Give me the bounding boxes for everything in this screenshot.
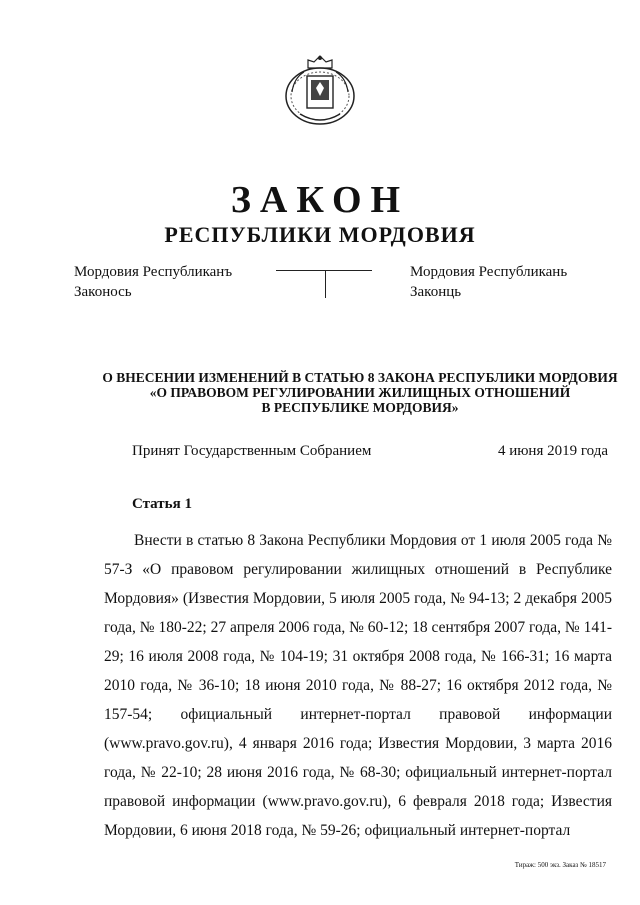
law-heading-line3: В РЕСПУБЛИКЕ МОРДОВИЯ»: [261, 400, 459, 415]
moksha-title-line1: Мордовия Республиканъ: [74, 264, 233, 280]
article-body: Внести в статью 8 Закона Республики Мордовия от 1 июля 2005 года № 57-З «О правовом регулировании жилищных отношений в Республике Мордовия» (Известия Мордовии, 5 июля 2005 года, № 94-13; 2 декабря 2005 года, № 180-22; 27 апреля 2006 года, № 60-12; 18 сентября 2007 года, № 141-29; 16 июля 2008 года, № 104-19; 31 октября 2008 года, № 166-31; 16 марта 2010 года, № 36-10; 18 июня 2010 года, № 88-27; 16 октября 2012 года, № 157-54; официальный интернет-портал правовой информации (www.pravo.gov.ru), 4 января 2016 года; Известия Мордовии, 3 марта 2016 года, № 22-10; 28 июня 2016 года, № 68-30; официальный интернет-портал правовой информации (www.pravo.gov.ru), 6 февраля 2018 года; Известия Мордовии, 6 июня 2018 года, № 59-26; официальный интернет-портал: [104, 532, 612, 839]
coat-of-arms-icon: [280, 52, 360, 128]
law-heading-line1: О ВНЕСЕНИИ ИЗМЕНЕНИЙ В СТАТЬЮ 8 ЗАКОНА РЕСПУБЛИКИ МОРДОВИЯ: [102, 370, 618, 385]
divider-vertical: [325, 270, 326, 298]
erzya-title-line1: Мордовия Республикань: [410, 264, 568, 280]
adopted-by: Принят Государственным Собранием: [132, 443, 372, 459]
article-title: Статья 1: [132, 496, 192, 512]
moksha-title-line2: Законось: [74, 284, 132, 300]
erzya-title-line2: Законць: [410, 284, 462, 300]
divider-horizontal: [276, 270, 372, 271]
erzya-title: [410, 262, 567, 302]
law-title: ЗАКОН: [230, 179, 410, 221]
adopted-date: 4 июня 2019 года: [497, 443, 608, 459]
law-heading: [100, 370, 620, 415]
print-info: Тираж: 500 экз. Заказ № 18517: [514, 861, 606, 869]
law-subtitle: РЕСПУБЛИКИ МОРДОВИЯ: [164, 222, 476, 247]
moksha-title: [74, 262, 232, 302]
law-heading-line2: «О ПРАВОВОМ РЕГУЛИРОВАНИИ ЖИЛИЩНЫХ ОТНОШЕНИЙ: [149, 385, 571, 400]
